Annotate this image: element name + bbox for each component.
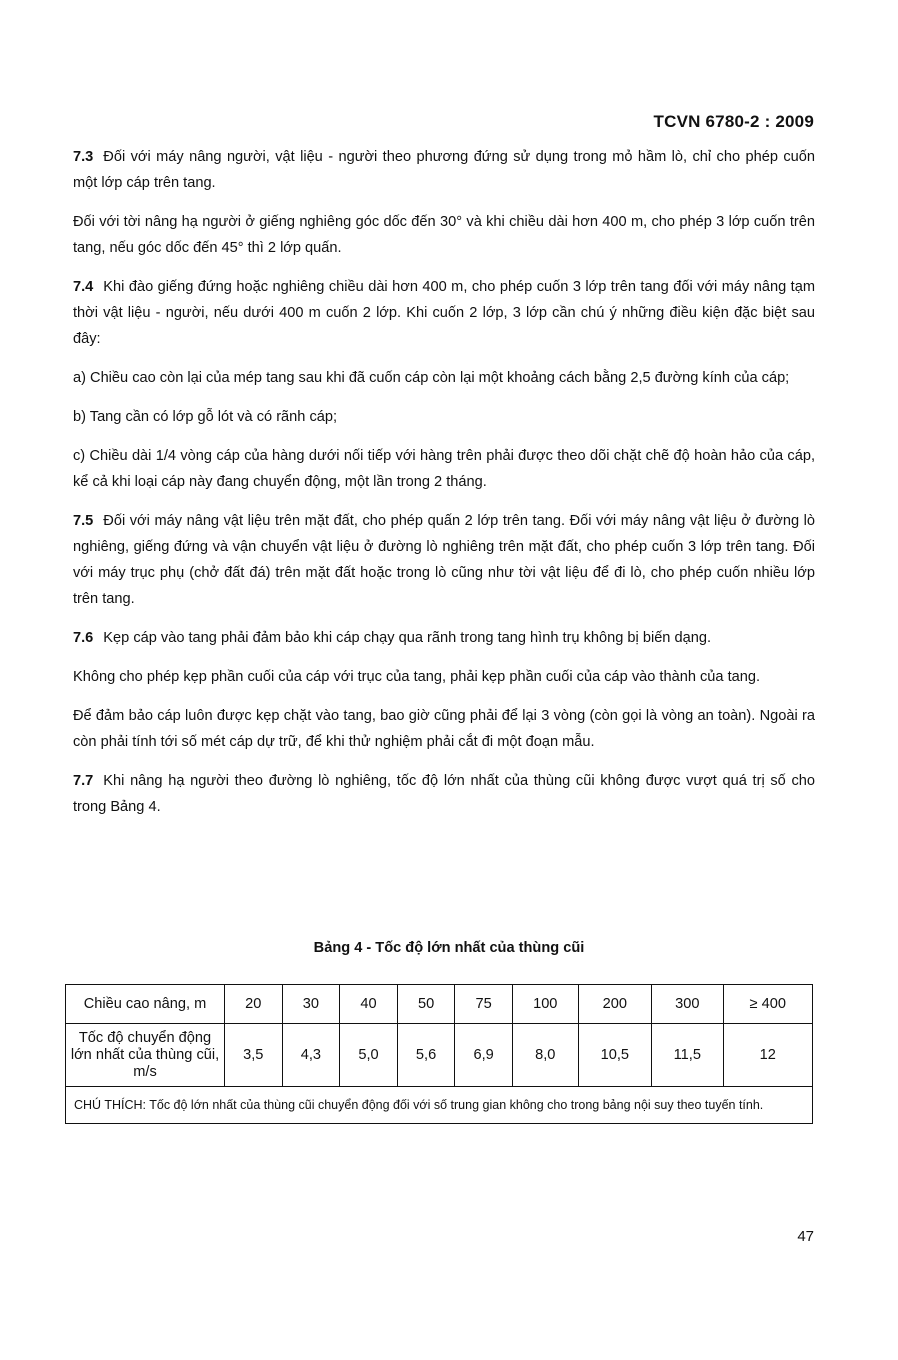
table-cell: 50 bbox=[397, 985, 455, 1024]
table-cell: 11,5 bbox=[652, 1024, 723, 1087]
list-item-c bbox=[73, 443, 815, 495]
paragraph-text: c) Chiều dài 1/4 vòng cáp của hàng dưới nối tiếp với hàng trên phải được theo dõi chặt chẽ độ hoàn hảo của cáp, kể cả khi loại cáp này đang chuyển động, một lần trong 2 tháng. bbox=[73, 448, 815, 490]
list-item-a bbox=[73, 365, 815, 391]
paragraph-7-3 bbox=[73, 144, 815, 196]
clause-number: 7.4 bbox=[73, 279, 94, 295]
table-row-height bbox=[66, 985, 813, 1024]
paragraph-text: b) Tang cần có lớp gỗ lót và có rãnh cáp; bbox=[73, 409, 338, 425]
table-cell: 100 bbox=[512, 985, 578, 1024]
table-cell: 12 bbox=[723, 1024, 813, 1087]
paragraph-7-7 bbox=[73, 768, 815, 820]
paragraph-7-5 bbox=[73, 508, 815, 612]
table-cell: 3,5 bbox=[225, 1024, 283, 1087]
paragraph bbox=[73, 703, 815, 755]
speed-table bbox=[65, 984, 813, 1124]
table-cell: 5,6 bbox=[397, 1024, 455, 1087]
table-cell: 40 bbox=[340, 985, 398, 1024]
paragraph-text: a) Chiều cao còn lại của mép tang sau khi đã cuốn cáp còn lại một khoảng cách bằng 2,5 đường kính của cáp; bbox=[73, 370, 790, 386]
table-cell: 10,5 bbox=[578, 1024, 652, 1087]
paragraph-text: Kẹp cáp vào tang phải đảm bảo khi cáp chạy qua rãnh trong tang hình trụ không bị biến dạng. bbox=[103, 630, 711, 646]
table-cell: 75 bbox=[455, 985, 513, 1024]
clause-number: 7.3 bbox=[73, 149, 94, 165]
table-cell: 300 bbox=[652, 985, 723, 1024]
table-cell: 6,9 bbox=[455, 1024, 513, 1087]
table-cell: 4,3 bbox=[282, 1024, 340, 1087]
paragraph bbox=[73, 664, 815, 690]
table-cell: 20 bbox=[225, 985, 283, 1024]
paragraph-text: Đối với máy nâng vật liệu trên mặt đất, cho phép quấn 2 lớp trên tang. Đối với máy nâng vật liệu ở đường lò nghiêng, giếng đứng và vận chuyển vật liệu ở đường lò nghiêng trên mặt đất, cho phép cuốn 3 lớp trên tang. Đối với máy trục phụ (chở đất đá) trên mặt đất hoặc trong lò cũng như tời vật liệu để đi lò, cho phép cuốn nhiều lớp trên tang. bbox=[73, 513, 815, 607]
row-label-height: Chiều cao nâng, m bbox=[66, 985, 225, 1024]
body-text bbox=[73, 144, 815, 833]
paragraph-text: Khi nâng hạ người theo đường lò nghiêng, tốc độ lớn nhất của thùng cũi không được vượt quá trị số cho trong Bảng 4. bbox=[73, 773, 815, 815]
list-item-b bbox=[73, 404, 815, 430]
paragraph-text: Không cho phép kẹp phần cuối của cáp với trục của tang, phải kẹp phần cuối của cáp vào thành của tang. bbox=[73, 669, 761, 685]
table-cell: 30 bbox=[282, 985, 340, 1024]
clause-number: 7.6 bbox=[73, 630, 94, 646]
table-row-speed bbox=[66, 1024, 813, 1087]
paragraph bbox=[73, 209, 815, 261]
paragraph-text: Đối với tời nâng hạ người ở giếng nghiêng góc dốc đến 30° và khi chiều dài hơn 400 m, cho phép 3 lớp cuốn trên tang, nếu góc dốc đến 45° thì 2 lớp quấn. bbox=[73, 214, 815, 256]
table-cell: 200 bbox=[578, 985, 652, 1024]
paragraph-7-6 bbox=[73, 625, 815, 651]
clause-number: 7.7 bbox=[73, 773, 94, 789]
table-row-note bbox=[66, 1087, 813, 1124]
paragraph-text: Đối với máy nâng người, vật liệu - người theo phương đứng sử dụng trong mỏ hầm lò, chỉ cho phép cuốn một lớp cáp trên tang. bbox=[73, 149, 815, 191]
table-caption: Bảng 4 - Tốc độ lớn nhất của thùng cũi bbox=[313, 940, 585, 956]
table-cell: 8,0 bbox=[512, 1024, 578, 1087]
table-cell: ≥ 400 bbox=[723, 985, 813, 1024]
paragraph-7-4 bbox=[73, 274, 815, 352]
clause-number: 7.5 bbox=[73, 513, 94, 529]
page-number: 47 bbox=[797, 1228, 814, 1245]
table-cell: 5,0 bbox=[340, 1024, 398, 1087]
standard-code-header: TCVN 6780-2 : 2009 bbox=[653, 112, 814, 131]
table-note: CHÚ THÍCH: Tốc độ lớn nhất của thùng cũi chuyển động đối với số trung gian không cho trong bảng nội suy theo tuyến tính. bbox=[66, 1087, 813, 1124]
paragraph-text: Để đảm bảo cáp luôn được kẹp chặt vào tang, bao giờ cũng phải để lại 3 vòng (còn gọi là vòng an toàn). Ngoài ra còn phải tính tới số mét cáp dự trữ, để khi thử nghiệm phải cắt đi một đoạn mẫu. bbox=[73, 708, 815, 750]
row-label-speed: Tốc độ chuyển động lớn nhất của thùng cũi, m/s bbox=[66, 1024, 225, 1087]
paragraph-text: Khi đào giếng đứng hoặc nghiêng chiều dài hơn 400 m, cho phép cuốn 3 lớp trên tang đối với máy nâng tạm thời vật liệu - người, nếu dưới 400 m cuốn 2 lớp. Khi cuốn 2 lớp, 3 lớp cần chú ý những điều kiện đặc biệt sau đây: bbox=[73, 279, 815, 347]
